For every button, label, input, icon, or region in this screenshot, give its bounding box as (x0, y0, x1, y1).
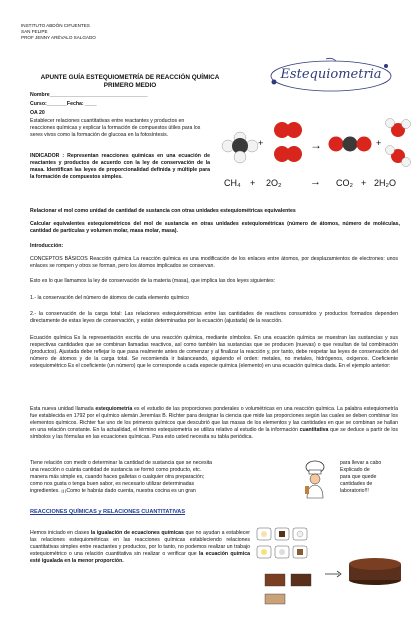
intro-heading: Introducción: (30, 243, 64, 249)
school-name: INSTITUTO ABDÓN CIFUENTES (21, 23, 90, 28)
plus-sign-2: + (376, 138, 382, 148)
indicator-label: INDICADOR : (30, 153, 65, 159)
cooking-right-2: Explicado de (340, 466, 370, 473)
formula-h2o: 2H₂O (374, 178, 396, 188)
cooking-line-2: una reacción o cuánta cantidad de sustancia se formó como producto, etc. (30, 466, 202, 473)
formula-o2: 2O₂ (266, 178, 282, 188)
paragraph-chemical-equation: Ecuación química Es la representación escrita de una reacción química, mediante símbolos. En una ecuación química se muestran las sustancias y sus respectivas cantidades que se combinan llamadas reactivos, así como también las sustancias que se producen (nuevas) o que resultan de tal combinación (productos). Ajustada debe reflejar lo que pasa realmente antes de comenzar y al finalizar la reacción y, por tanto, debe respetar las leyes de conservación del número de átomos y de la carga total. Se recomienda ir balanceando, siguiendo el orden: metales, no metales, hidrógenos, oxígenos. Coeficiente estequiométrico Es el coeficiente (un número) que le corresponde a cada especie química (elemento) en una ecuación química dada. En el ejemplo anterior: (30, 335, 398, 369)
oxygen-molecule-icon (274, 122, 302, 162)
carbon-dioxide-molecule-icon (329, 137, 372, 152)
indicator-block (30, 153, 210, 181)
course-date-field[interactable]: Curso:_______Fecha: ____ (30, 101, 97, 107)
chef-icon (300, 460, 330, 500)
p8-mid: que no ayudan a establecer las relaciones estequiométricas en las reacciones químicas estableciendo relaciones cuantitativas simples entre reactantes y productos, por lo tanto, no podemos realizar un trabajo estequiométrico o una relación cuantitativa sin realizar o verificar que (30, 530, 250, 557)
oa-label: OA 20 (30, 110, 45, 116)
indicator-text: Representan reacciones químicas en una ecuación de reactantes y productos de acuerdo con la ley de conservación de la masa. Identifican las leyes de proporcionalidad definida y múltiple para la formación de compuestos simples. (30, 153, 210, 180)
logo-estequiometria (266, 56, 396, 96)
formula-plus-1: + (250, 178, 256, 188)
logo-text: Estequiometria (280, 67, 382, 82)
cooking-right-4: cantidades de (340, 480, 373, 487)
paragraph-conservation-law: Esto es lo que llamamos la ley de conservación de la materia (masa), que implica las dos leyes siguientes: (30, 278, 276, 284)
section-title: REACCIONES QUÍMICAS y RELACIONES CUANTITATIVAS (30, 509, 186, 515)
cooking-line-4: como nos gusta o tenga buen sabor, es necesario utilizar determinadas (30, 480, 195, 487)
paragraph-equation-balancing (30, 530, 250, 565)
paragraph-cooking-analogy (30, 460, 290, 495)
paragraph-basic-concepts: CONCEPTOS BÁSICOS Reacción química La reacción química es una modificación de los enlaces entre átomos, por desplazamientos de electrones: unos enlaces se rompen y otros se forman, pero los átomos implicados se conservan. (30, 256, 398, 269)
cooking-right-column (340, 460, 410, 495)
cooking-line-3: manera más simple es, cuando haces galletas o cualquier otra preparación; (30, 473, 205, 480)
p6-post: es el estudio de las proporciones ponderales o volumétricas en una reacción química. La palabra estequiometría fue establecida en 1792 por el químico alemán Jeremías B. Richter para designar la ciencia que mide las proporciones según las cuales se deben combinar los elementos químicos. Richter fue uno de los primeros químicos que descubrió que las masas de los elementos y las cantidades en que se combinan se hallan en una relación constante. En la actualidad, el término estequiometría se utiliza relativo al estudio de la información (30, 406, 398, 433)
paragraph-law-1: 1.- la conservación del número de átomos de cada elemento químico (30, 295, 189, 301)
teacher-name: PROF JENNY ARÉVALO SALGADO (21, 35, 96, 41)
objective-2: Calcular equivalentes estequiométricos del mol de sustancia en otras unidades estequiométricas (número de átomos, número de moléculas, cantidad de partículas y volumen molar, masa molar, masa). (30, 221, 400, 234)
p6-bold: estequiometría (95, 406, 133, 412)
cooking-right-1: para llevar a cabo (340, 460, 382, 466)
page-title (30, 74, 230, 90)
paragraph-law-2: 2.- la conservación de la carga total: Las relaciones estequiométricas entre las cantidades de reactivos consumidos y productos formados dependen directamente de estas leyes de conservación, y están determinadas por la ecuación (ajustada) de la reacción. (30, 311, 398, 324)
formula-co2: CO₂ (336, 178, 353, 188)
formula-arrow: → (310, 176, 321, 188)
p8-bold-2: la ecuación química esté igualada en la menor proporción. (30, 550, 250, 564)
school-header (21, 23, 96, 42)
paragraph-stoichiometry (30, 406, 398, 441)
plus-sign-1: + (258, 138, 264, 148)
p6-bold-2: cuantitativa (299, 426, 329, 433)
oa-text: Establecer relaciones cuantitativas entre reactantes y productos en reacciones químicas y explicar la formación de compuestos útiles para los seres vivos como la formación de glucosa en la fotosíntesis. (30, 118, 201, 138)
recipe-illustration (255, 524, 415, 614)
objective-1: Relacionar el mol como unidad de cantidad de sustancia con otras unidades estequiométricas equivalentes (30, 208, 296, 214)
name-field[interactable]: Nombre__________________________________ (30, 92, 148, 98)
p8-bold: la igualación de ecuaciones químicas (90, 530, 184, 536)
cooking-line-1: Tiene relación con medir o determinar la cantidad de sustancia que se necesita (30, 460, 213, 466)
methane-molecule-icon (222, 132, 258, 163)
p6-pre: Esta nueva unidad llamada (30, 406, 96, 412)
p8-pre: Hemos iniciado en clases (30, 530, 91, 536)
brownie-recipe-icon (255, 524, 415, 614)
reaction-arrow: → (310, 138, 322, 152)
water-molecule-icon (386, 119, 411, 167)
title-line-1: APUNTE GUÍA ESTEQUIOMETRÍA DE REACCIÓN QUÍMICA (40, 74, 220, 81)
p6-end: que se deduce a partir de los símbolos y las fórmulas en las ecuaciones químicas. Para esto usted necesita su tabla periódica. (30, 426, 398, 440)
school-city: SAN FELIPE (21, 29, 48, 35)
methane-combustion-illustration (218, 112, 413, 197)
formula-ch4: CH₄ (224, 178, 241, 188)
formula-plus-2: + (361, 178, 367, 188)
cooking-right-5: laboratorio!!! (340, 487, 369, 494)
cooking-line-5: ingredientes. ¡¡¡Como te habrás dado cuenta, nuestra cocina es un gran (30, 487, 196, 494)
cooking-right-3: para que quede (340, 473, 377, 480)
title-line-2: PRIMERO MEDIO (103, 81, 157, 89)
